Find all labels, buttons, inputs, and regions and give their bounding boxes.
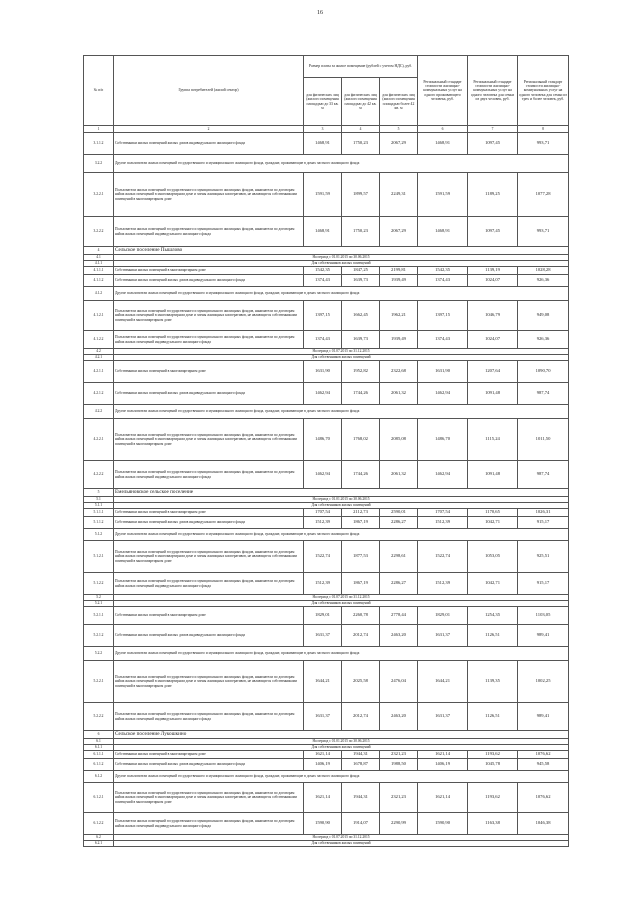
header-standard-1: Региональный стандарт стоимости жилищно-коммунальных услуг на одного проживающего человека, руб. (418, 56, 468, 126)
index-cell: 7 (468, 126, 518, 133)
value-cell: 1374,43 (304, 331, 342, 349)
section-title: Сельское поселение Пышлово (114, 247, 569, 255)
value-cell: 1374,43 (418, 331, 468, 349)
row-no: 5.1.1.2 (84, 517, 114, 529)
row-no: 6.1.1 (84, 745, 114, 751)
row-no: 3.2.2.1 (84, 173, 114, 217)
row-desc: Пользователи жилых помещений государственного и муниципального жилищных фондов, наниматели по договорам найма жилых помещений в многоквартирном доме и члены жилищных кооперативов, не являющиеся собственниками помещений в многоквартирном доме (114, 661, 304, 703)
row-no: 4.2.2 (84, 405, 114, 419)
value-cell: 1045,78 (468, 759, 518, 771)
value-cell: 1590,90 (304, 813, 342, 835)
value-cell: 1462,94 (304, 461, 342, 489)
value-cell: 1097,45 (468, 217, 518, 247)
table-row (84, 625, 569, 647)
row-desc: Пользователи жилых помещений государственного и муниципального жилищных фондов, наниматели по договорам найма жилых помещений в многоквартирном доме и члены жилищных кооперативов, не являющиеся собственниками помещений в многоквартирном доме (114, 783, 304, 813)
row-no: 4.1.1.2 (84, 275, 114, 287)
row-no: 5.2.2.1 (84, 661, 114, 703)
table-row (84, 173, 569, 217)
value-cell: 1944,31 (342, 751, 380, 759)
period-label: На период с 01.07.2015 по 31.12.2015 (114, 595, 569, 601)
row-no: 6 (84, 731, 114, 739)
value-cell: 2778,44 (380, 607, 418, 625)
value-cell: 2260,78 (342, 607, 380, 625)
table-row (84, 647, 569, 661)
table-row (84, 301, 569, 331)
value-cell: 1829,01 (418, 607, 468, 625)
row-desc: Другие пользователи жилых помещений государственного и муниципального жилищного фонда, граждане, проживающие в домах частного жилищного фонда (114, 529, 569, 541)
value-cell: 1750,23 (342, 133, 380, 155)
value-cell: 2012,74 (342, 703, 380, 731)
value-cell: 1512,39 (418, 517, 468, 529)
category-label: Для собственников жилых помещений (114, 745, 569, 751)
value-cell: 1522,74 (418, 541, 468, 573)
header-standard-2: Региональный стандарт стоимости жилищно-коммунальных услуг на одного человека для семьи из двух человек, руб. (468, 56, 518, 126)
value-cell: 1002,25 (518, 661, 569, 703)
row-no: 5.2.2.2 (84, 703, 114, 731)
value-cell: 1631,90 (418, 361, 468, 383)
value-cell: 1091,48 (468, 461, 518, 489)
header-cost: Размер платы за жилое помещение (рублей с учетом НДС), руб. (304, 56, 418, 78)
table-row (84, 573, 569, 595)
value-cell: 1468,91 (304, 217, 342, 247)
value-cell: 1988,50 (380, 759, 418, 771)
index-cell: 2 (114, 126, 304, 133)
row-desc: Другие пользователи жилых помещений государственного и муниципального жилищного фонда, граждане, проживающие в домах частного жилищного фонда (114, 405, 569, 419)
period-label: На период с 01.01.2015 по 30.06.2015 (114, 497, 569, 503)
value-cell: 1170,65 (468, 509, 518, 517)
value-cell: 1397,15 (418, 301, 468, 331)
row-desc: Другие пользователи жилых помещений государственного и муниципального жилищного фонда, граждане, проживающие в домах частного жилищного фонда (114, 155, 569, 173)
row-no: 4.1 (84, 255, 114, 261)
value-cell: 1621,14 (418, 783, 468, 813)
value-cell: 1939,49 (380, 275, 418, 287)
value-cell: 2061,32 (380, 461, 418, 489)
value-cell: 1115,24 (468, 419, 518, 461)
value-cell: 1374,43 (418, 275, 468, 287)
section-title: Емельяновское сельское поселение (114, 489, 569, 497)
value-cell: 2286,27 (380, 573, 418, 595)
value-cell: 1621,14 (304, 751, 342, 759)
row-desc: Собственники жилых помещений в многоквартирном доме (114, 607, 304, 625)
tariff-table (83, 55, 569, 847)
table-row (84, 405, 569, 419)
category-label: Для собственников жилых помещений (114, 503, 569, 509)
row-desc: Пользователи жилых помещений государственного и муниципального жилищных фондов, наниматели по договорам найма жилых помещений в многоквартирном доме и члены жилищных кооперативов, не являющиеся собственниками помещений в многоквартирном доме (114, 419, 304, 461)
table-row (84, 529, 569, 541)
value-cell: 2067,29 (380, 217, 418, 247)
period-label: На период с 01.01.2015 по 30.06.2015 (114, 255, 569, 261)
section-row (84, 731, 569, 739)
row-no: 4.1.2.1 (84, 301, 114, 331)
value-cell: 1042,71 (468, 573, 518, 595)
row-no: 5.1.1 (84, 503, 114, 509)
value-cell: 1189,25 (468, 173, 518, 217)
value-cell: 926,36 (518, 331, 569, 349)
value-cell: 1590,90 (418, 813, 468, 835)
table-row (84, 751, 569, 759)
row-no: 5.1.2.2 (84, 573, 114, 595)
value-cell: 1374,43 (304, 275, 342, 287)
value-cell: 1011,50 (518, 419, 569, 461)
row-desc: Другие пользователи жилых помещений государственного и муниципального жилищного фонда, граждане, проживающие в домах частного жилищного фонда (114, 771, 569, 783)
value-cell: 1939,49 (380, 331, 418, 349)
table-row (84, 607, 569, 625)
value-cell: 1103,05 (518, 607, 569, 625)
row-desc: Пользователи жилых помещений государственного и муниципального жилищных фондов, наниматели по договорам найма жилых помещений индивидуального жилищного фонда (114, 703, 304, 731)
value-cell: 987,74 (518, 461, 569, 489)
value-cell: 1944,31 (342, 783, 380, 813)
value-cell: 1744,26 (342, 383, 380, 405)
row-desc: Собственники жилых помещений в многоквартирном доме (114, 509, 304, 517)
table-row (84, 133, 569, 155)
value-cell: 989,41 (518, 625, 569, 647)
value-cell: 1750,23 (342, 217, 380, 247)
value-cell: 915,17 (518, 517, 569, 529)
value-cell: 1644,21 (418, 661, 468, 703)
value-cell: 1024,07 (468, 331, 518, 349)
row-no: 6.1.2 (84, 771, 114, 783)
value-cell: 1193,62 (468, 783, 518, 813)
value-cell: 1468,91 (418, 217, 468, 247)
table-row (84, 419, 569, 461)
table-row (84, 383, 569, 405)
value-cell: 1678,87 (342, 759, 380, 771)
value-cell: 1631,37 (304, 703, 342, 731)
value-cell: 993,71 (518, 133, 569, 155)
period-label: На период с 01.07.2015 по 31.12.2015 (114, 835, 569, 841)
value-cell: 1486,70 (418, 419, 468, 461)
row-no: 5.2.1.1 (84, 607, 114, 625)
value-cell: 2463,20 (380, 703, 418, 731)
value-cell: 1097,45 (468, 133, 518, 155)
value-cell: 1542,35 (418, 267, 468, 275)
row-no: 4.2.2.2 (84, 461, 114, 489)
value-cell: 2321,23 (380, 783, 418, 813)
period-label: На период с 01.01.2015 по 30.06.2015 (114, 739, 569, 745)
value-cell: 1847,25 (342, 267, 380, 275)
value-cell: 1406,19 (304, 759, 342, 771)
value-cell: 1462,94 (304, 383, 342, 405)
header-no: № п/п (84, 56, 114, 126)
value-cell: 1163,38 (468, 813, 518, 835)
value-cell: 993,71 (518, 217, 569, 247)
value-cell: 2025,58 (342, 661, 380, 703)
value-cell: 1662,45 (342, 301, 380, 331)
row-desc: Пользователи жилых помещений государственного и муниципального жилищных фондов, наниматели по договорам найма жилых помещений индивидуального жилищного фонда (114, 217, 304, 247)
row-no: 5.2 (84, 595, 114, 601)
index-cell: 4 (342, 126, 380, 133)
value-cell: 1028,28 (518, 267, 569, 275)
value-cell: 2476,04 (380, 661, 418, 703)
value-cell: 1744,26 (342, 461, 380, 489)
row-no: 4.1.2.2 (84, 331, 114, 349)
value-cell: 1639,73 (342, 275, 380, 287)
row-desc: Пользователи жилых помещений государственного и муниципального жилищных фондов, наниматели по договорам найма жилых помещений индивидуального жилищного фонда (114, 573, 304, 595)
row-desc: Собственники жилых помещений жилых домов индивидуального жилищного фонда (114, 625, 304, 647)
value-cell: 1046,79 (468, 301, 518, 331)
row-no: 5.2.1 (84, 601, 114, 607)
header-sub-b: для физических лиц (жилого помещения площадью до 42 кв. м (342, 78, 380, 126)
row-desc: Собственники жилых помещений в многоквартирном доме (114, 361, 304, 383)
row-desc: Собственники жилых помещений в многоквартирном доме (114, 751, 304, 759)
value-cell: 1126,51 (468, 703, 518, 731)
value-cell: 1768,02 (342, 419, 380, 461)
row-no: 3.2.2 (84, 155, 114, 173)
row-desc: Собственники жилых помещений жилых домов индивидуального жилищного фонда (114, 383, 304, 405)
value-cell: 1091,48 (468, 383, 518, 405)
table-row (84, 813, 569, 835)
value-cell: 1591,59 (418, 173, 468, 217)
value-cell: 1462,94 (418, 461, 468, 489)
table-row (84, 509, 569, 517)
value-cell: 989,41 (518, 703, 569, 731)
index-cell: 1 (84, 126, 114, 133)
value-cell: 987,74 (518, 383, 569, 405)
row-no: 6.1.2.1 (84, 783, 114, 813)
table-row (84, 783, 569, 813)
table-row (84, 287, 569, 301)
value-cell: 1046,38 (518, 813, 569, 835)
value-cell: 1126,51 (468, 625, 518, 647)
value-cell: 1397,15 (304, 301, 342, 331)
value-cell: 1076,62 (518, 783, 569, 813)
value-cell: 1631,37 (304, 625, 342, 647)
category-label: Для собственников жилых помещений (114, 355, 569, 361)
value-cell: 1962,21 (380, 301, 418, 331)
index-row (84, 126, 569, 133)
value-cell: 2290,99 (380, 813, 418, 835)
row-no: 5.2.2 (84, 647, 114, 661)
value-cell: 1867,19 (342, 573, 380, 595)
index-cell: 8 (518, 126, 569, 133)
row-no: 6.2.1 (84, 841, 114, 847)
value-cell: 1090,70 (518, 361, 569, 383)
value-cell: 2298,61 (380, 541, 418, 573)
value-cell: 1468,91 (304, 133, 342, 155)
value-cell: 1076,62 (518, 751, 569, 759)
value-cell: 1639,73 (342, 331, 380, 349)
header-sub-c: для физических лиц (жилого помещения площадью более 42 кв. м (380, 78, 418, 126)
value-cell: 1207,64 (468, 361, 518, 383)
row-desc: Другие пользователи жилых помещений государственного и муниципального жилищного фонда, граждане, проживающие в домах частного жилищного фонда (114, 647, 569, 661)
row-no: 6.1.1.2 (84, 759, 114, 771)
section-row (84, 247, 569, 255)
table-row (84, 267, 569, 275)
row-desc: Пользователи жилых помещений государственного и муниципального жилищных фондов, наниматели по договорам найма жилых помещений индивидуального жилищного фонда (114, 331, 304, 349)
row-no: 4.1.2 (84, 287, 114, 301)
value-cell: 1877,53 (342, 541, 380, 573)
row-desc: Пользователи жилых помещений государственного и муниципального жилищных фондов, наниматели по договорам найма жилых помещений индивидуального жилищного фонда (114, 813, 304, 835)
header-group: Группа потребителей (жилой сектор) (114, 56, 304, 126)
category-label: Для собственников жилых помещений (114, 601, 569, 607)
table-row (84, 361, 569, 383)
row-no: 4 (84, 247, 114, 255)
row-no: 3.1.1.2 (84, 133, 114, 155)
row-no: 6.1.2.2 (84, 813, 114, 835)
value-cell: 1077,28 (518, 173, 569, 217)
row-desc: Пользователи жилых помещений государственного и муниципального жилищных фондов, наниматели по договорам найма жилых помещений в многоквартирном доме и члены жилищных кооперативов, не являющиеся собственниками помещений в многоквартирном доме (114, 173, 304, 217)
value-cell: 1899,57 (342, 173, 380, 217)
row-no: 3.2.2.2 (84, 217, 114, 247)
category-label: Для собственников жилых помещений (114, 261, 569, 267)
value-cell: 1512,39 (304, 517, 342, 529)
row-no: 4.2.1.2 (84, 383, 114, 405)
value-cell: 2112,73 (342, 509, 380, 517)
index-cell: 6 (418, 126, 468, 133)
table-row (84, 541, 569, 573)
table-row (84, 155, 569, 173)
row-no: 4.2.1.1 (84, 361, 114, 383)
value-cell: 1139,35 (468, 661, 518, 703)
value-cell: 1542,35 (304, 267, 342, 275)
value-cell: 1631,37 (418, 625, 468, 647)
value-cell: 2067,29 (380, 133, 418, 155)
value-cell: 945,58 (518, 759, 569, 771)
value-cell: 2463,20 (380, 625, 418, 647)
row-desc: Собственники жилых помещений жилых домов индивидуального жилищного фонда (114, 517, 304, 529)
row-no: 4.2.2.1 (84, 419, 114, 461)
table-row (84, 759, 569, 771)
category-label: Для собственников жилых помещений (114, 841, 569, 847)
row-no: 6.1 (84, 739, 114, 745)
value-cell: 949,08 (518, 301, 569, 331)
page-number: 16 (317, 10, 323, 16)
value-cell: 915,17 (518, 573, 569, 595)
value-cell: 2249,31 (380, 173, 418, 217)
value-cell: 926,36 (518, 275, 569, 287)
row-no: 4.2 (84, 349, 114, 355)
row-no: 5.1.2.1 (84, 541, 114, 573)
value-cell: 1631,37 (418, 703, 468, 731)
value-cell: 2322,68 (380, 361, 418, 383)
row-no: 6.2 (84, 835, 114, 841)
value-cell: 1829,01 (304, 607, 342, 625)
value-cell: 1193,62 (468, 751, 518, 759)
value-cell: 2012,74 (342, 625, 380, 647)
value-cell: 2286,27 (380, 517, 418, 529)
value-cell: 1914,07 (342, 813, 380, 835)
index-cell: 3 (304, 126, 342, 133)
value-cell: 1486,70 (304, 419, 342, 461)
row-no: 5.1.1.1 (84, 509, 114, 517)
index-cell: 5 (380, 126, 418, 133)
row-desc: Собственники жилых помещений жилых домов индивидуального жилищного фонда (114, 133, 304, 155)
row-no: 6.1.1.1 (84, 751, 114, 759)
value-cell: 1512,39 (304, 573, 342, 595)
value-cell: 1522,74 (304, 541, 342, 573)
value-cell: 1468,91 (418, 133, 468, 155)
value-cell: 1952,82 (342, 361, 380, 383)
row-desc: Пользователи жилых помещений государственного и муниципального жилищных фондов, наниматели по договорам найма жилых помещений в многоквартирном доме и члены жилищных кооперативов, не являющиеся собственниками помещений в многоквартирном доме (114, 541, 304, 573)
value-cell: 1644,21 (304, 661, 342, 703)
value-cell: 2199,81 (380, 267, 418, 275)
value-cell: 1406,19 (418, 759, 468, 771)
value-cell: 2590,01 (380, 509, 418, 517)
table-row (84, 771, 569, 783)
value-cell: 1631,90 (304, 361, 342, 383)
header-standard-3: Региональный стандарт стоимости жилищно-коммунальных услуг на одного человека для семьи из трех и более человек, руб. (518, 56, 569, 126)
row-desc: Другие пользователи жилых помещений государственного и муниципального жилищного фонда, граждане, проживающие в домах частного жилищного фонда (114, 287, 569, 301)
value-cell: 1512,39 (418, 573, 468, 595)
table-row (84, 517, 569, 529)
value-cell: 2321,23 (380, 751, 418, 759)
section-row (84, 489, 569, 497)
row-desc: Собственники жилых помещений жилых домов индивидуального жилищного фонда (114, 759, 304, 771)
value-cell: 1707,54 (304, 509, 342, 517)
row-no: 4.1.1.1 (84, 267, 114, 275)
value-cell: 925,51 (518, 541, 569, 573)
period-label: На период с 01.07.2015 по 31.12.2015 (114, 349, 569, 355)
row-no: 5 (84, 489, 114, 497)
value-cell: 1024,07 (468, 275, 518, 287)
value-cell: 2061,32 (380, 383, 418, 405)
table-row (84, 661, 569, 703)
row-no: 5.1 (84, 497, 114, 503)
value-cell: 1139,19 (468, 267, 518, 275)
section-title: Сельское поселение Лукошкино (114, 731, 569, 739)
row-desc: Пользователи жилых помещений государственного и муниципального жилищных фондов, наниматели по договорам найма жилых помещений в многоквартирном доме и члены жилищных кооперативов, не являющиеся собственниками помещений в многоквартирном доме (114, 301, 304, 331)
table-row (84, 275, 569, 287)
value-cell: 1707,54 (418, 509, 468, 517)
category-row (84, 841, 569, 847)
header-sub-a: для физических лиц (жилого помещения площадью до 33 кв. м (304, 78, 342, 126)
row-no: 4.2.1 (84, 355, 114, 361)
value-cell: 1042,71 (468, 517, 518, 529)
value-cell: 1053,05 (468, 541, 518, 573)
row-desc: Собственники жилых помещений в многоквартирном доме (114, 267, 304, 275)
value-cell: 1462,94 (418, 383, 468, 405)
value-cell: 1026,31 (518, 509, 569, 517)
row-desc: Собственники жилых помещений жилых домов индивидуального жилищного фонда (114, 275, 304, 287)
row-no: 5.1.2 (84, 529, 114, 541)
row-desc: Пользователи жилых помещений государственного и муниципального жилищных фондов, наниматели по договорам найма жилых помещений индивидуального жилищного фонда (114, 461, 304, 489)
value-cell: 1591,59 (304, 173, 342, 217)
value-cell: 1254,35 (468, 607, 518, 625)
table-row (84, 703, 569, 731)
value-cell: 1867,19 (342, 517, 380, 529)
table-row (84, 331, 569, 349)
value-cell: 1621,14 (304, 783, 342, 813)
row-no: 4.1.1 (84, 261, 114, 267)
table-row (84, 461, 569, 489)
table-row (84, 217, 569, 247)
value-cell: 2085,08 (380, 419, 418, 461)
value-cell: 1621,14 (418, 751, 468, 759)
row-no: 5.2.1.2 (84, 625, 114, 647)
